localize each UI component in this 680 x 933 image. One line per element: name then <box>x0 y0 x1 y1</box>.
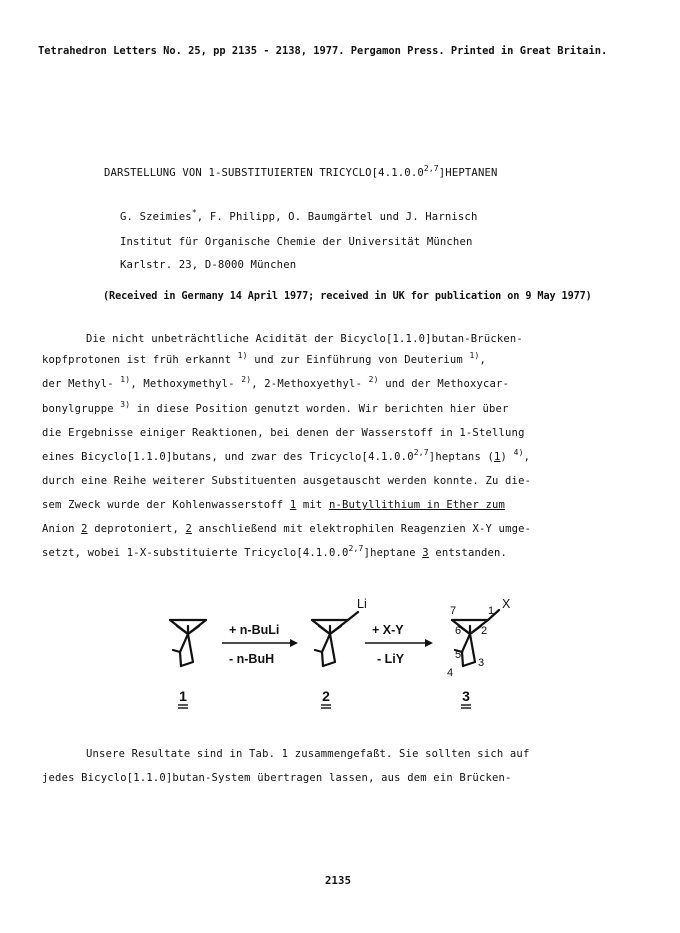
p1-line-4: bonylgruppe $^{3)}$ in diese Position genutzt worden. Wir berichten hier über <box>42 400 509 415</box>
compound-ref-2: 2 <box>81 523 88 535</box>
p1-line-9: Anion 2 deprotoniert, 2 anschließend mit elektrophilen Reagenzien X-Y umge- <box>42 523 532 535</box>
compound-ref-2b: 2 <box>185 523 193 535</box>
p1-line-3: der Methyl- $^{1)}$, Methoxymethyl- $^{2)}$, 2-Methoxyethyl- $^{2)}$ und der Methoxycar- <box>42 375 510 390</box>
ref-4: 4) <box>513 448 524 457</box>
atom-6-label: 6 <box>455 625 462 637</box>
journal-header: Tetrahedron Letters No. 25, pp 2135 - 2138, 1977. Pergamon Press. Printed in Great Britain. <box>38 45 608 57</box>
compound-3-number: 3 <box>462 688 470 704</box>
ref-1b: 1) <box>469 351 480 360</box>
article-title <box>104 164 498 179</box>
arrow1-top-label: + n-BuLi <box>229 623 280 637</box>
compound-ref-1b: 1 <box>289 499 297 511</box>
p1-line-1: Die nicht unbeträchtliche Acidität der Bicyclo[1.1.0]butan-Brücken- <box>86 333 523 345</box>
compound-2-structure <box>312 612 358 666</box>
title-suffix: ]HEPTANEN <box>438 167 498 179</box>
atom-7-label: 7 <box>450 605 457 617</box>
ref-3: 3) <box>120 400 131 409</box>
received-line: (Received in Germany 14 April 1977; received in UK for publication on 9 May 1977) <box>103 291 592 302</box>
ref-2b: 2) <box>368 375 379 384</box>
page-number: 2135 <box>325 875 352 887</box>
arrow2-bottom-label: - LiY <box>377 652 405 666</box>
p2-line-1: Unsere Resultate sind in Tab. 1 zusammengefaßt. Sie sollten sich auf <box>86 748 530 760</box>
p1-line-7: durch eine Reihe weiterer Substituenten ausgetauscht werden konnte. Zu die- <box>42 475 532 487</box>
author-first: G. Szeimies <box>120 211 192 223</box>
atom-2-label: 2 <box>481 625 488 637</box>
affiliation: Institut für Organische Chemie der Universität München <box>120 236 473 248</box>
reaction-scheme <box>0 590 680 720</box>
p1-line-8: sem Zweck wurde der Kohlenwasserstoff 1 mit n-Butyllithium in Ether zum <box>42 499 506 511</box>
compound-1-number: 1 <box>179 688 187 704</box>
compound-2-number: 2 <box>322 688 330 704</box>
compound-ref-1: 1 <box>494 451 501 463</box>
ref-1c: 1) <box>120 375 131 384</box>
atom-4-label: 4 <box>447 667 454 679</box>
ref-1: 1) <box>237 351 248 360</box>
title-prefix: DARSTELLUNG VON 1-SUBSTITUIERTEN TRICYCLO[4.1.0.0 <box>104 167 424 179</box>
authors <box>120 208 478 223</box>
atom-5-label: 5 <box>455 649 462 661</box>
arrow2-top-label: + X-Y <box>372 623 404 637</box>
atom-3-label: 3 <box>478 657 485 669</box>
p2-line-2: jedes Bicyclo[1.1.0]butan-System übertragen lassen, aus dem ein Brücken- <box>42 772 512 784</box>
arrow1-bottom-label: - n-BuH <box>229 652 275 666</box>
p1-line-6: eines Bicyclo[1.1.0]butans, und zwar des Tricyclo[4.1.0.0$^{2,7}$]heptans (1) $^{4)}$, <box>42 448 531 463</box>
atom-1-label: 1 <box>488 605 495 617</box>
p1-line-5: die Ergebnisse einiger Reaktionen, bei denen der Wasserstoff in 1-Stellung <box>42 427 525 439</box>
p1-line-10: setzt, wobei 1-X-substituierte Tricyclo[4.1.0.0$^{2,7}$]heptane 3 entstanden. <box>42 544 508 559</box>
corresponding-star: * <box>191 208 197 217</box>
compound-1-structure <box>170 620 206 666</box>
lithium-label: Li <box>357 597 367 611</box>
ref-2: 2) <box>241 375 252 384</box>
author-rest: , F. Philipp, O. Baumgärtel und J. Harnisch <box>196 211 478 223</box>
title-superscript: 2,7 <box>423 164 439 173</box>
address: Karlstr. 23, D-8000 München <box>120 259 297 271</box>
x-substituent-label: X <box>502 597 511 611</box>
p1-line-2: kopfprotonen ist früh erkannt $^{1)}$ und zur Einführung von Deuterium $^{1)}$, <box>42 351 487 366</box>
compound-ref-3: 3 <box>422 547 429 559</box>
